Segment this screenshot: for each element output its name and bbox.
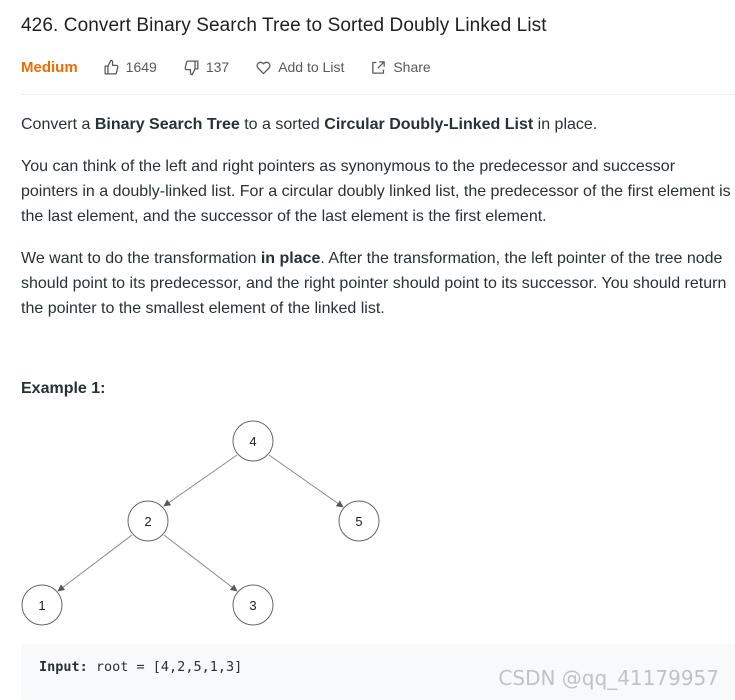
dislike-button[interactable] (183, 59, 229, 76)
problem-title: 426. Convert Binary Search Tree to Sorted Doubly Linked List (21, 15, 547, 36)
watermark: CSDN @qq_41179957 (498, 666, 719, 690)
description-paragraph-3: We want to do the transformation in place. After the transformation, the left pointer of the tree node should point to its predecessor, and the right pointer should point to its successor. You should return the pointer to the smallest element of the linked list. (21, 250, 727, 317)
problem-meta-bar (21, 56, 457, 78)
bst-tree-diagram (0, 400, 735, 640)
header-divider (21, 94, 735, 95)
problem-description (21, 112, 733, 338)
share-button[interactable] (370, 59, 430, 76)
add-to-list-label: Add to List (278, 59, 345, 75)
share-label: Share (393, 59, 431, 75)
example-input-line: Input: root = [4,2,5,1,3] (39, 659, 243, 675)
tree-edge-4-2 (164, 455, 237, 506)
thumbs-down-icon (183, 59, 200, 76)
description-paragraph-1: Convert a Binary Search Tree to a sorted Circular Doubly-Linked List in place. (21, 116, 598, 133)
dislike-count: 137 (205, 59, 230, 75)
tree-edge-4-5 (269, 455, 343, 507)
share-icon (370, 59, 387, 76)
like-button[interactable] (103, 59, 157, 76)
like-count: 1649 (125, 59, 157, 75)
heart-icon (255, 59, 272, 76)
difficulty-badge: Medium (21, 58, 78, 76)
description-paragraph-2: You can think of the left and right pointers as synonymous to the predecessor and successor pointers in a doubly-linked list. For a circular doubly linked list, the predecessor of the first element is the last element, and the successor of the last element is the first element. (21, 158, 731, 225)
add-to-list-button[interactable] (255, 59, 344, 76)
tree-node-label: 2 (144, 514, 152, 529)
example-title: Example 1: (21, 380, 106, 397)
tree-node-label: 3 (249, 598, 257, 613)
tree-node-label: 1 (38, 598, 46, 613)
thumbs-up-icon (103, 59, 120, 76)
tree-node-label: 4 (249, 434, 257, 449)
tree-edge-2-1 (58, 535, 132, 591)
tree-node-label: 5 (355, 514, 363, 529)
tree-edge-2-3 (164, 535, 237, 591)
